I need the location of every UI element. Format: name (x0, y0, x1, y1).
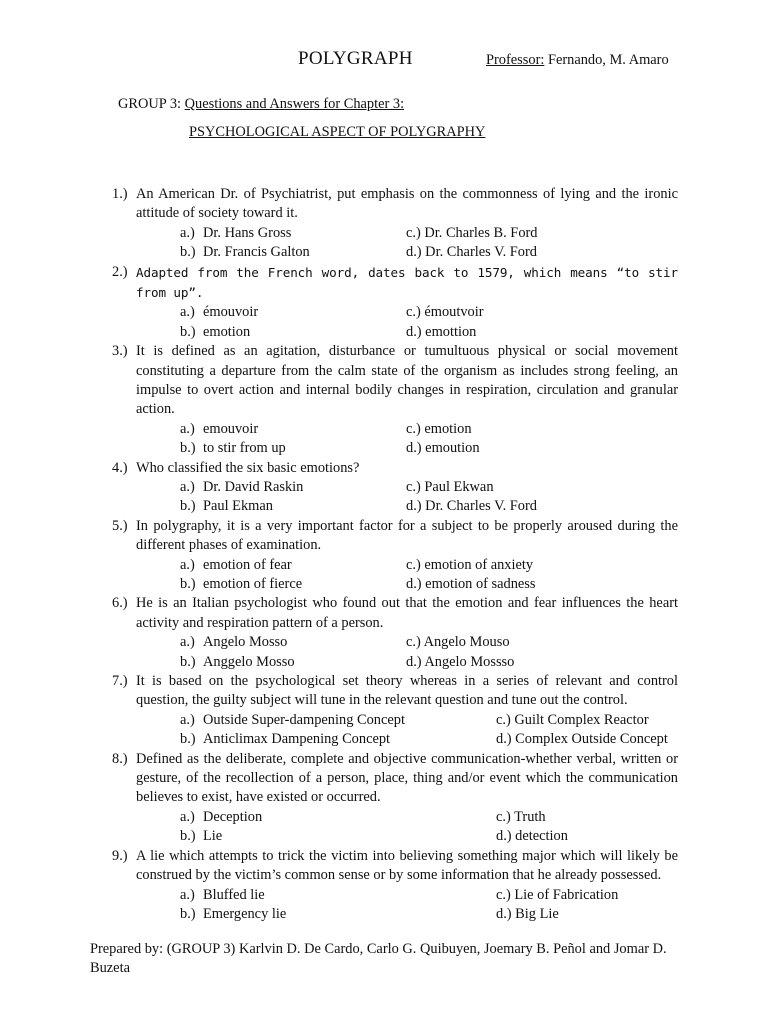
question-text: 3.) It is defined as an agitation, disturbance or tumultuous physical or social movement constituting a departure from the calm state of the organism as includes strong feeling, an impulse to overt action and internal bodily changes in respiration, circulation and granular action. (112, 343, 678, 418)
question-text: 7.) It is based on the psychological set theory whereas in a series of relevant and control question, the guilty subject will tune in the relevant question and tune out the control. (112, 673, 678, 709)
option-b: b.) emotion (180, 323, 251, 340)
question-item (112, 847, 678, 925)
question-item (112, 342, 678, 458)
option-c: c.) émoutvoir (406, 304, 484, 321)
answer-options (112, 808, 678, 847)
option-a: a.) Outside Super-dampening Concept (180, 711, 405, 728)
option-a: a.) émouvoir (180, 304, 259, 321)
option-a: a.) emotion of fear (180, 556, 292, 573)
professor-label: Professor: (486, 52, 545, 68)
question-text: 5.) In polygraphy, it is a very important factor for a subject to be properly aroused during the different phases of examination. (112, 517, 678, 554)
question-item (112, 594, 678, 672)
question-number: 5.) (112, 517, 128, 534)
question-item (112, 672, 678, 750)
group-prefix: GROUP 3: (118, 96, 185, 112)
question-list (112, 185, 678, 924)
option-c: c.) Truth (496, 808, 546, 825)
option-a: a.) Deception (180, 808, 263, 825)
option-a: a.) Bluffed lie (180, 886, 265, 903)
document-title: POLYGRAPH (298, 48, 413, 69)
question-number: 2.) (112, 263, 128, 280)
question-number: 3.) (112, 343, 128, 360)
answer-options (112, 224, 678, 263)
question-text: 2.) Adapted from the French word, dates back to 1579, which means “to stir from up”. (112, 263, 678, 301)
question-number: 9.) (112, 847, 128, 864)
option-c: c.) Lie of Fabrication (496, 886, 619, 903)
question-number: 7.) (112, 673, 128, 690)
option-d: d.) Dr. Charles V. Ford (406, 244, 537, 261)
option-b: b.) Emergency lie (180, 905, 287, 922)
option-a: a.) Dr. Hans Gross (180, 224, 292, 241)
question-text: 1.) An American Dr. of Psychiatrist, put emphasis on the commonness of lying and the ironic attitude of society toward it. (112, 186, 678, 222)
question-text: 9.) A lie which attempts to trick the victim into believing something major which will likely be construed by the victim’s common sense or by some information that he already possessed. (112, 847, 678, 884)
option-d: d.) emotion of sadness (406, 576, 536, 593)
option-d: d.) Dr. Charles V. Ford (406, 498, 537, 515)
option-d: d.) Angelo Mossso (406, 653, 515, 670)
option-a: a.) emouvoir (180, 420, 259, 437)
answer-options (112, 633, 678, 672)
question-text: 8.) Defined as the deliberate, complete and objective communication-whether verbal, written or gesture, of the recollection of a person, place, thing and/or event which the communication believes to exist, have existed or occurred. (112, 750, 678, 806)
chapter-subtitle: PSYCHOLOGICAL ASPECT OF POLYGRAPHY (189, 124, 486, 140)
option-b: b.) to stir from up (180, 440, 286, 457)
question-item (112, 263, 678, 343)
question-text: 4.) Who classified the six basic emotions? (112, 459, 678, 478)
question-item (112, 185, 678, 263)
group-heading: Questions and Answers for Chapter 3: (184, 96, 405, 112)
option-d: d.) Complex Outside Concept (496, 731, 668, 748)
option-c: c.) Paul Ekwan (406, 479, 494, 496)
option-d: d.) detection (496, 828, 568, 845)
answer-options (112, 886, 678, 925)
question-item (112, 517, 678, 595)
option-c: c.) Dr. Charles B. Ford (406, 224, 538, 241)
question-number: 4.) (112, 459, 128, 476)
question-number: 8.) (112, 750, 128, 767)
group-line (118, 96, 404, 113)
answer-options (112, 420, 678, 459)
option-d: d.) emoution (406, 440, 480, 457)
answer-options (112, 711, 678, 750)
option-c: c.) emotion (406, 420, 472, 437)
question-item (112, 459, 678, 517)
professor-line (486, 52, 669, 69)
option-b: b.) emotion of fierce (180, 576, 303, 593)
question-number: 6.) (112, 595, 128, 612)
prepared-by-footer: Prepared by: (GROUP 3) Karlvin D. De Cardo, Carlo G. Quibuyen, Joemary B. Peñol and Jomar D. Buzeta (90, 941, 667, 976)
question-text: 6.) He is an Italian psychologist who found out that the emotion and fear influences the heart activity and respiration pattern of a person. (112, 595, 678, 631)
option-c: c.) Angelo Mouso (406, 634, 510, 651)
option-d: d.) emottion (406, 323, 477, 340)
answer-options (112, 556, 678, 595)
answer-options (112, 303, 678, 342)
option-b: b.) Lie (180, 828, 223, 845)
professor-name: Fernando, M. Amaro (544, 52, 669, 68)
answer-options (112, 478, 678, 517)
question-item (112, 750, 678, 847)
option-c: c.) emotion of anxiety (406, 556, 534, 573)
option-c: c.) Guilt Complex Reactor (496, 711, 649, 728)
option-b: b.) Dr. Francis Galton (180, 244, 310, 261)
option-b: b.) Anticlimax Dampening Concept (180, 731, 391, 748)
option-a: a.) Dr. David Raskin (180, 479, 304, 496)
question-number: 1.) (112, 186, 128, 202)
option-a: a.) Angelo Mosso (180, 634, 288, 651)
option-b: b.) Anggelo Mosso (180, 653, 295, 670)
option-d: d.) Big Lie (496, 905, 559, 922)
option-b: b.) Paul Ekman (180, 498, 273, 515)
